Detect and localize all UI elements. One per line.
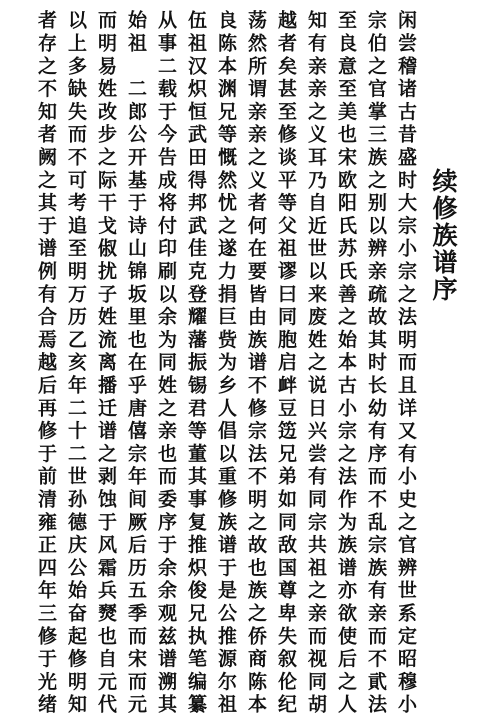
text-column-2: 宗伯之官掌三族之别以辨亲疏故其时长幼有序而不乱宗族有亲而不貮法 (365, 10, 387, 717)
text-column-1: 闲尝稽诸古昔盛时大宗小宗之法明而且详又有小史之官辨世系定昭穆小 (395, 10, 417, 717)
text-column-10: 始祖 二郎公开基于诗山锦坂里也在乎唐僖宗年间厥后历五季而宋而元 (125, 10, 147, 717)
text-column-11: 而明易姓改步之际干戈俶扰子姓流离播迁谱之剥蚀于风霜兵燹也自元代 (95, 10, 117, 717)
text-column-8: 伍祖汉炽恒武田得邦武佳克登耀藩振锡君等董其事复推炽俊兄执笔编纂 (185, 10, 207, 717)
text-column-5: 越者矣甚至修谈平等父祖谬曰同胞启衅豆笾兄弟如同敌国尊卑失叙伦纪 (275, 10, 297, 717)
text-column-12: 以上多缺失而不可考追至明万历乙亥年二十二世孙德庆公始奋起修明知 (65, 10, 87, 717)
text-column-6: 荡然所谓亲亲之义者何在要皆由族谱不修宗法不明之故也族之侨商陈本 (245, 10, 267, 717)
text-column-3: 至良意至美也宋欧阳氏苏氏善之始本古小宗之法作为族谱亦欲使后之人 (335, 10, 357, 717)
text-column-9: 从事二载于今告成将付印刷以余为同姓之亲也而委序于余余观兹谱溯其 (155, 10, 177, 717)
text-column-7: 良陈本渊兄等慨然忧之遂力捐巨赀为乡人倡以重修族谱于是公推源尔祖 (215, 10, 237, 717)
document-title: 续修族谱序 (429, 168, 458, 303)
text-column-13: 者存之不知者阙之其于谱例有合焉越后再修于前清雍正四年三修于光绪 (35, 10, 57, 717)
text-column-4: 知有亲亲之义耳乃自近世以来废姓之说日兴尝有同宗共祖之亲而视同胡 (305, 10, 327, 717)
